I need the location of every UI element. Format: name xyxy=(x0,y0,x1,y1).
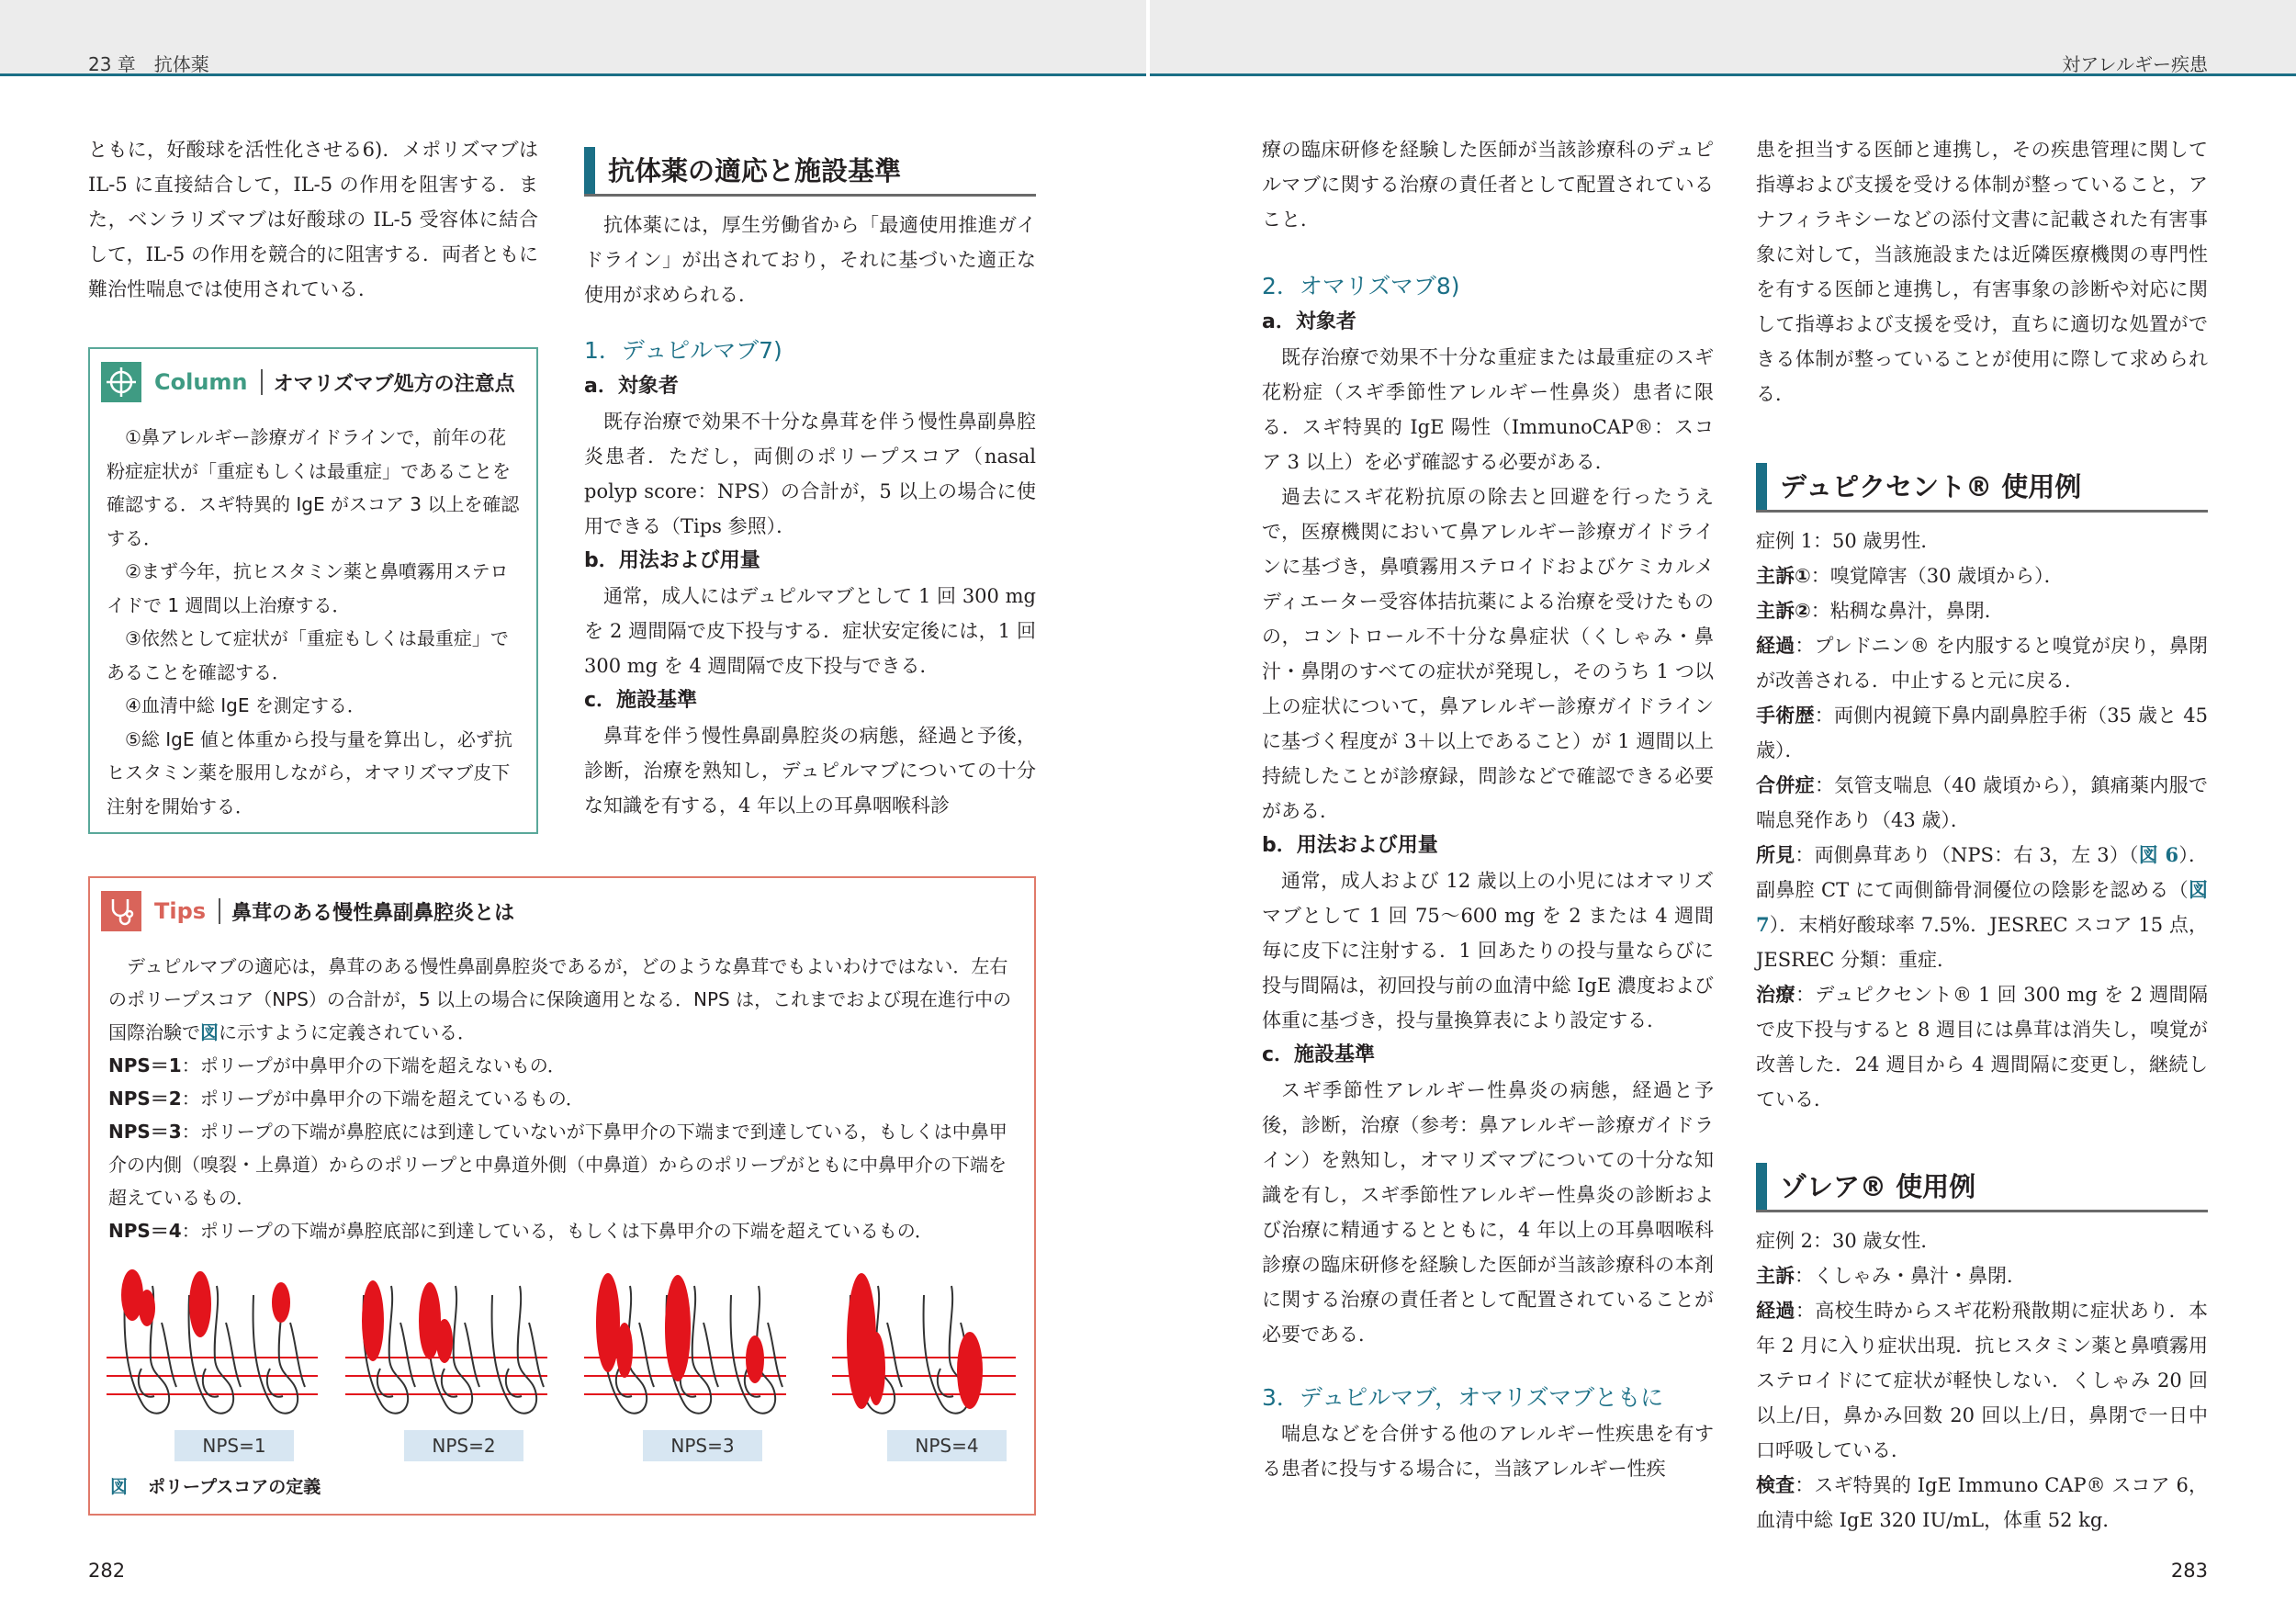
tips-figure-ref: 図 xyxy=(200,1021,219,1043)
case1-line xyxy=(1756,558,2208,593)
right-col2 xyxy=(1756,132,2208,1538)
subheading-b: b．用法および用量 xyxy=(1262,834,1438,857)
column-header xyxy=(90,349,536,415)
case2-line xyxy=(1756,1293,2208,1468)
paragraph-both: 喘息などを合併する他のアレルギー性疾患を有する患者に投与する場合に，当該アレルギー性疾 xyxy=(1262,1423,1714,1480)
tips-body xyxy=(90,944,1034,1247)
case-label: 治療 xyxy=(1756,984,1795,1006)
case1-line xyxy=(1756,768,2208,838)
case1-line xyxy=(1756,698,2208,768)
case2-line xyxy=(1756,1258,2208,1293)
case-label: 主訴① xyxy=(1756,565,1811,587)
page-number-left: 282 xyxy=(88,1560,126,1582)
case-text: ：プレドニン® を内服すると嗅覚が戻り，鼻閉が改善される．中止すると元に戻る． xyxy=(1756,635,2209,692)
paragraph-b: 通常，成人にはデュピルマブとして 1 回 300 mg を 2 週間隔で皮下投与する．症状安定後には，1 回 300 mg を 4 週間隔で皮下投与できる． xyxy=(584,585,1036,677)
nps-text: ：ポリープの下端が鼻腔底部に到達している，もしくは下鼻甲介の下端を超えているもの． xyxy=(181,1220,933,1242)
continued-paragraph: 療の臨床研修を経験した医師が当該診療科のデュピルマブに関する治療の責任者として配置されていること． xyxy=(1262,139,1714,231)
intro-paragraph: ともに，好酸球を活性化させる6)．メポリズマブは IL-5 に直接結合して，IL-5 の作用を阻害する．また，ベンラリズマブは好酸球の IL-5 受容体に結合して，IL-5 の作用を競合的に阻害する．両者ともに難治性喘息では使用されている． xyxy=(88,139,538,300)
case-label: 主訴 xyxy=(1756,1265,1795,1287)
tips-label: Tips xyxy=(154,898,220,924)
column-item: ③依然として症状が「重症もしくは最重症」であることを確認する． xyxy=(107,627,509,683)
paragraph-b: 通常，成人および 12 歳以上の小児にはオマリズマブとして 1 回 75～600 mg を 2 または 4 週間毎に皮下に注射する．1 回あたりの投与量ならびに投与間隔は，初回投与前の血清中総 IgE 濃度および体重に基づき，投与量換算表により設定する． xyxy=(1262,870,1714,1031)
section-bar xyxy=(584,147,595,194)
nps-label: NPS＝1 xyxy=(108,1054,182,1076)
nps-label: NPS＝4 xyxy=(108,1220,182,1242)
column-item: ②まず今年，抗ヒスタミン薬と鼻噴霧用ステロイドで 1 週間以上治療する． xyxy=(107,560,509,616)
nps-definition xyxy=(108,1049,1016,1082)
case-text: ：両側鼻茸あり（NPS：右 3，左 3）（ xyxy=(1795,844,2139,866)
case1-line xyxy=(1756,593,2208,628)
case-text: ：両側内視鏡下鼻内副鼻腔手術（35 歳と 45 歳）． xyxy=(1756,704,2209,761)
paragraph-a2: 過去にスギ花粉抗原の除去と回避を行ったうえで，医療機関において鼻アレルギー診療ガイドラインに基づき，鼻噴霧用ステロイドおよびケミカルメディエーター受容体拮抗薬による治療を受けたものの，コントロール不十分な鼻症状（くしゃみ・鼻汁・鼻閉のすべての症状が発現し，そのうち 1 つ以上の症状について，鼻アレルギー診療ガイドラインに基づく程度が 3＋以上であること）が 1 週間以上持続したことが診療録，問診などで確認できる必要がある． xyxy=(1262,486,1714,822)
column-item: ⑤総 IgE 値と体重から投与量を算出し，必ず抗ヒスタミン薬を服用しながら，オマリズマブ皮下注射を開始する． xyxy=(107,727,512,817)
case-label: 所見 xyxy=(1756,844,1795,866)
case2-title: ゾレア® 使用例 xyxy=(1780,1171,1976,1202)
tips-header xyxy=(90,878,1034,944)
nps1-label: NPS=1 xyxy=(174,1430,294,1461)
paragraph-c: 鼻茸を伴う慢性鼻副鼻腔炎の病態，経過と予後，診断，治療を熟知し，デュピルマブについての十分な知識を有する，4 年以上の耳鼻咽喉科診 xyxy=(584,725,1036,817)
nps2-diagram xyxy=(345,1280,547,1414)
nps3-label: NPS=3 xyxy=(643,1430,762,1461)
crosshair-icon xyxy=(101,362,141,402)
running-head-right: 対アレルギー疾患 xyxy=(2062,53,2208,75)
nps4-diagram xyxy=(832,1273,1016,1414)
nps-definition xyxy=(108,1082,1016,1115)
section-heading xyxy=(584,147,1036,197)
case1-line: 症例 1：50 歳男性． xyxy=(1756,530,1941,552)
case-text: ：くしゃみ・鼻汁・鼻閉． xyxy=(1795,1265,2026,1287)
case1-line xyxy=(1756,977,2208,1117)
polyp-score-figure xyxy=(107,1268,1025,1433)
case-label: 経過 xyxy=(1756,635,1795,657)
heading-omalizumab: 2．オマリズマブ8) xyxy=(1262,273,1460,299)
section-title: 抗体薬の適応と施設基準 xyxy=(608,155,902,186)
nps-label: NPS＝2 xyxy=(108,1088,182,1110)
nps-text: ：ポリープが中鼻甲介の下端を超えないもの． xyxy=(181,1054,566,1076)
figure-ref: 図 7 xyxy=(1756,878,2208,936)
running-head-left: 23 章 抗体薬 xyxy=(88,53,209,75)
column-item: ④血清中総 IgE を測定する． xyxy=(125,694,366,716)
case-label: 手術歴 xyxy=(1756,704,1815,727)
right-col1 xyxy=(1262,132,1714,1486)
case-text: ：高校生時からスギ花粉飛散期に症状あり．本年 2 月に入り症状出現．抗ヒスタミン薬と鼻噴霧用ステロイドにて症状が軽快しない．くしゃみ 20 回以上/日，鼻かみ回数 20 回以上/日，鼻閉で一日中口呼吸している． xyxy=(1756,1300,2209,1461)
case-text: ：スギ特異的 IgE Immuno CAP® スコア 6，血清中総 IgE 320 IU/mL，体重 52 kg． xyxy=(1756,1474,2209,1531)
paragraph-a: 既存治療で効果不十分な鼻茸を伴う慢性鼻副鼻腔炎患者．ただし，両側のポリープスコア（nasal polyp score：NPS）の合計が，5 以上の場合に使用できる（Tips 参照）． xyxy=(584,411,1036,537)
figure-ref: 図 6 xyxy=(2138,843,2179,866)
nps1-diagram xyxy=(107,1269,318,1414)
case1-title: デュピクセント® 使用例 xyxy=(1780,471,2082,502)
case-label: 主訴② xyxy=(1756,600,1811,622)
nps-text: ：ポリープの下端が鼻腔底には到達していないが下鼻甲介の下端まで到達している，もしくは中鼻甲介の内側（嗅裂・上鼻道）からのポリープと中鼻道外側（中鼻道）からのポリープがともに中鼻甲介の下端を超えているもの． xyxy=(108,1121,1007,1209)
tips-intro xyxy=(108,950,1016,1049)
case2-line: 症例 2：30 歳女性． xyxy=(1756,1230,1941,1252)
paragraph-a1: 既存治療で効果不十分な重症または最重症のスギ花粉症（スギ季節性アレルギー性鼻炎）患者に限る．スギ特異的 IgE 陽性（ImmunoCAP®：スコア 3 以上）を必ず確認する必要がある． xyxy=(1262,346,1714,473)
subheading-b: b．用法および用量 xyxy=(584,549,760,572)
section-bar xyxy=(1756,463,1767,510)
column-body xyxy=(90,415,536,823)
nps2-label: NPS=2 xyxy=(404,1430,523,1461)
left-col1 xyxy=(88,132,538,307)
stethoscope-icon xyxy=(101,891,141,931)
column-item: ①鼻アレルギー診療ガイドラインで，前年の花粉症症状が「重症もしくは最重症」であることを確認する．スギ特異的 IgE がスコア 3 以上を確認する． xyxy=(107,426,520,549)
case-text: ：気管支喘息（40 歳頃から），鎮痛薬内服で喘息発作あり（43 歳）． xyxy=(1756,774,2208,831)
subheading-c: c．施設基準 xyxy=(1262,1043,1376,1066)
case-text: ）．末梢好酸球率 7.5%．JESREC スコア 15 点，JESREC 分類：重症． xyxy=(1756,914,2208,971)
left-col2 xyxy=(584,147,1036,823)
case-text: ：デュピクセント® 1 回 300 mg を 2 週間隔で皮下投与すると 8 週目には鼻茸は消失し，嗅覚が改善した．24 週目から 4 週間隔に変更し，継続している． xyxy=(1756,984,2209,1110)
nps4-label: NPS=4 xyxy=(887,1430,1007,1461)
case-text: ：嗅覚障害（30 歳頃から）． xyxy=(1810,565,2064,587)
case2-line xyxy=(1756,1468,2208,1538)
case-label: 検査 xyxy=(1756,1474,1795,1496)
case-text: ）．副鼻腔 CT にて両側篩骨洞優位の陰影を認める（ xyxy=(1756,844,2209,901)
figure-caption xyxy=(110,1473,321,1498)
section-bar xyxy=(1756,1163,1767,1210)
column-box xyxy=(88,347,538,834)
tips-intro-after: に示すように定義されている． xyxy=(219,1021,476,1043)
section-intro: 抗体薬には，厚生労働省から「最適使用推進ガイドライン」が出されており，それに基づいた適正な使用が求められる． xyxy=(584,214,1036,306)
case-label: 合併症 xyxy=(1756,774,1815,796)
case1-heading xyxy=(1756,463,2208,513)
paragraph-c: スギ季節性アレルギー性鼻炎の病態，経過と予後，診断，治療（参考：鼻アレルギー診療ガイドライン）を熟知し，オマリズマブについての十分な知識を有し，スギ季節性アレルギー性鼻炎の診断および治療に精通するとともに，4 年以上の耳鼻咽喉科診療の臨床研修を経験した医師が当該診療科の本剤に関する治療の責任者として配置されていることが必要である． xyxy=(1262,1079,1714,1346)
page-number-right: 283 xyxy=(2170,1560,2208,1582)
case2-heading xyxy=(1756,1163,2208,1212)
nps-definition xyxy=(108,1214,1016,1247)
tips-intro-before: デュピルマブの適応は，鼻茸のある慢性鼻副鼻腔炎であるが，どのような鼻茸でもよいわけではない．左右のポリープスコア（NPS）の合計が，5 以上の場合に保険適用となる．NPS は，これまでおよび現在進行中の国際治験で xyxy=(108,955,1012,1043)
heading-dupilumab: 1．デュピルマブ7) xyxy=(584,337,782,364)
figure-caption-text: ポリープスコアの定義 xyxy=(148,1477,321,1497)
case-label: 経過 xyxy=(1756,1300,1795,1322)
nps-definition xyxy=(108,1115,1016,1214)
case-text: ：粘稠な鼻汁，鼻閉． xyxy=(1810,600,2004,622)
nps-text: ：ポリープが中鼻甲介の下端を超えているもの． xyxy=(181,1088,584,1110)
column-label: Column xyxy=(154,369,263,395)
subheading-a: a．対象者 xyxy=(584,375,679,398)
column-title: オマリズマブ処方の注意点 xyxy=(273,372,515,396)
figure-caption-ref: 図 xyxy=(110,1477,129,1497)
case1-line xyxy=(1756,628,2208,698)
heading-both: 3．デュピルマブ，オマリズマブともに xyxy=(1262,1384,1664,1411)
subheading-a: a．対象者 xyxy=(1262,310,1356,333)
tips-title: 鼻茸のある慢性鼻副鼻腔炎とは xyxy=(231,901,515,925)
nps3-diagram xyxy=(584,1273,786,1414)
case1-line xyxy=(1756,838,2208,977)
continued-paragraph: 患を担当する医師と連携し，その疾患管理に関して指導および支援を受ける体制が整っていること，アナフィラキシーなどの添付文書に記載された有害事象に対して，当該施設または近隣医療機関の専門性を有する医師と連携し，有害事象の診断や対応に関して指導および支援を受け，直ちに適切な処置ができる体制が整っていることが使用に際して求められる． xyxy=(1756,139,2208,405)
nps-label: NPS＝3 xyxy=(108,1121,182,1143)
subheading-c: c．施設基準 xyxy=(584,689,698,712)
